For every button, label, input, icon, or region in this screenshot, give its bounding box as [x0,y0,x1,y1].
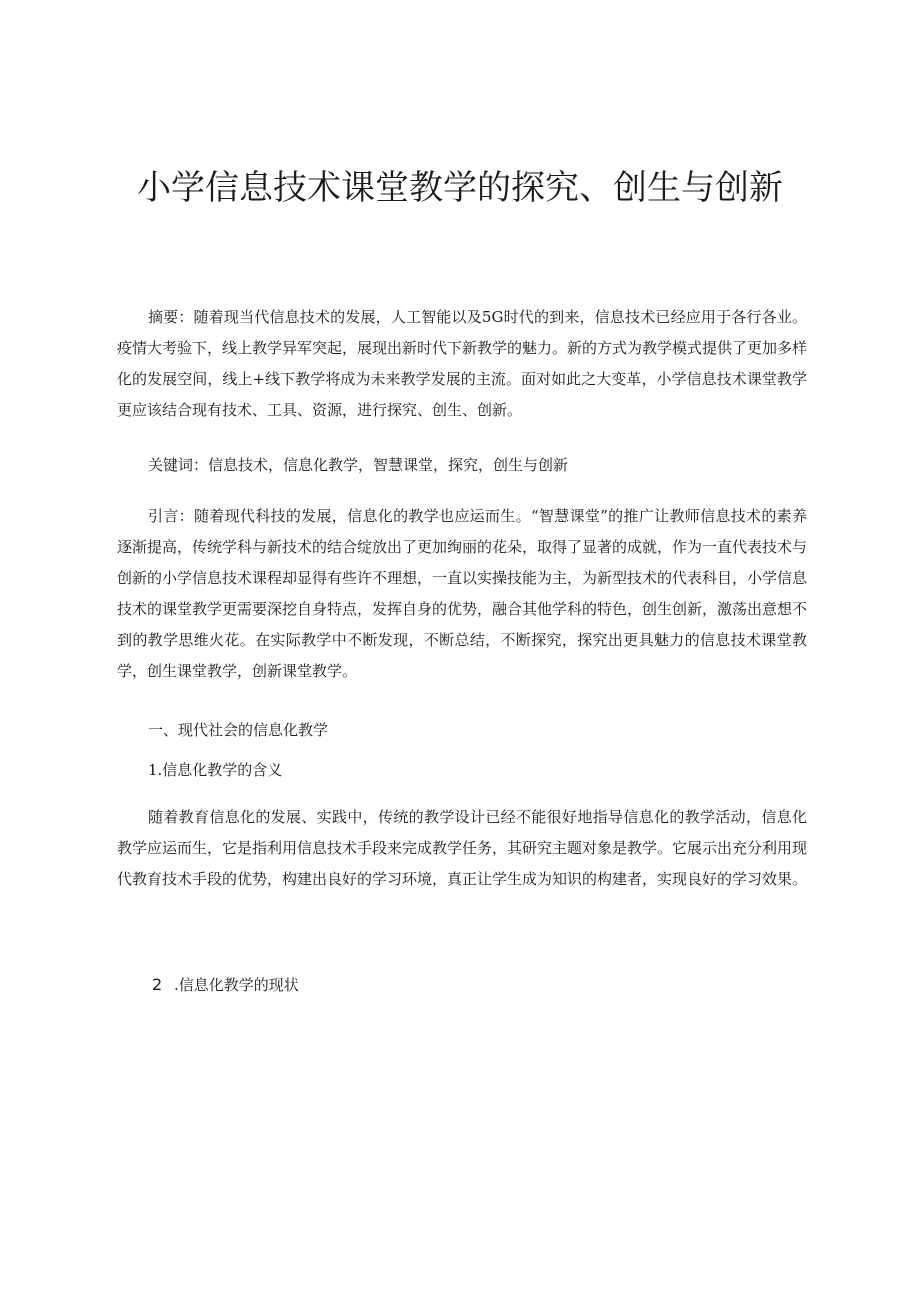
document-title: 小学信息技术课堂教学的探究、创生与创新 [137,168,783,208]
keywords-line: 关键词：信息技术，信息化教学，智慧课堂，探究，创生与创新 [148,456,569,474]
subsection-2-title: .信息化教学的现状 [174,976,299,994]
section-heading-1: 一、现代社会的信息化教学 [148,721,329,739]
subsection-2-number: 2 [152,975,163,994]
abstract-paragraph: 摘要：随着现当代信息技术的发展，人工智能以及5G时代的到来，信息技术已经应用于各行各业。疫情大考验下，线上教学异军突起，展现出新时代下新教学的魅力。新的方式为教学模式提供了更加多样化的发展空间，线上+线下教学将成为未来教学发展的主流。面对如此之大变革，小学信息技术课堂教学更应该结合现有技术、工具、资源，进行探究、创生、创新。 [117,308,808,419]
subsection-heading-1: 1.信息化教学的含义 [148,761,283,779]
introduction-paragraph: 引言：随着现代科技的发展，信息化的教学也应运而生。“智慧课堂”的推广让教师信息技术的素养逐渐提高，传统学科与新技术的结合绽放出了更加绚丽的花朵，取得了显著的成就，作为一直代表技术与创新的小学信息技术课程却显得有些许不理想，一直以实操技能为主，为新型技术的代表科目，小学信息技术的课堂教学更需要深挖自身特点，发挥自身的优势，融合其他学科的特色，创生创新，激荡出意想不到的教学思维火花。在实际教学中不断发现，不断总结，不断探究，探究出更具魅力的信息技术课堂教学，创生课堂教学，创新课堂教学。 [117,507,808,680]
subsection-1-body: 随着教育信息化的发展、实践中，传统的教学设计已经不能很好地指导信息化的教学活动，信息化教学应运而生，它是指利用信息技术手段来完成教学任务，其研究主题对象是教学。它展示出充分利用现代教育技术手段的优势，构建出良好的学习环境，真正让学生成为知识的构建者，实现良好的学习效果。 [117,808,808,888]
subsection-heading-2 [152,969,299,1001]
